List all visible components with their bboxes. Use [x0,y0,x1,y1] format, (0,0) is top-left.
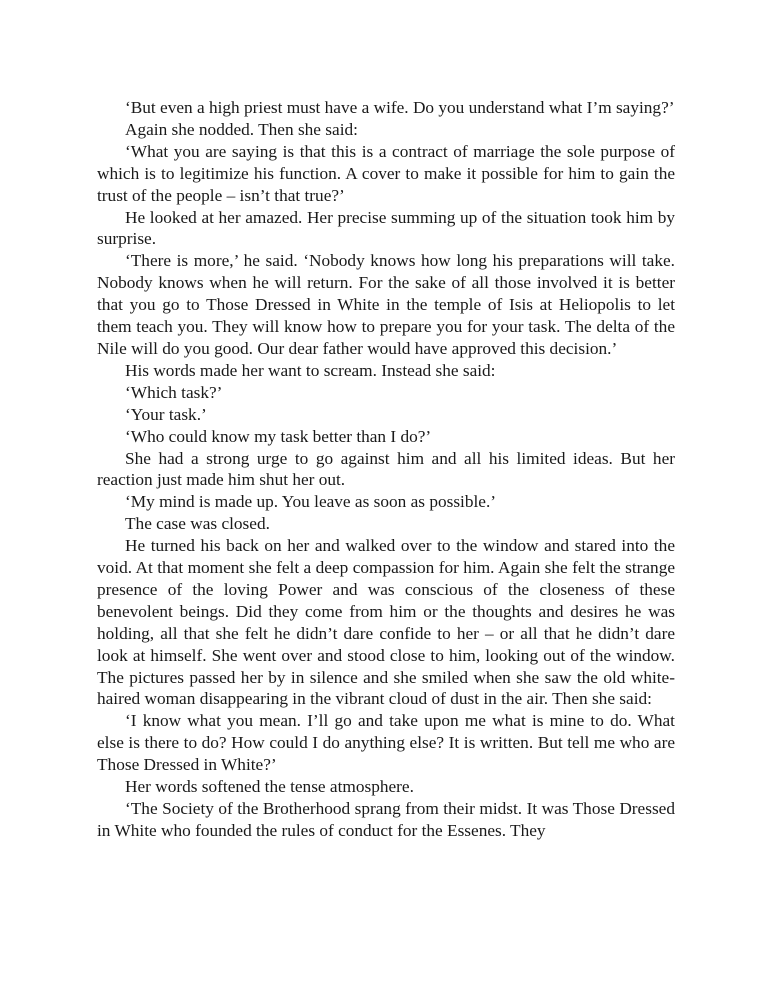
paragraph-16: ‘The Society of the Brotherhood sprang from their midst. It was Those Dressed in White who founded the rules of conduct for the Essenes. They [97,799,675,840]
paragraph-13: He turned his back on her and walked over to the window and stared into the void. At that moment she felt a deep compassion for him. Again she felt the strange presence of the loving Power and was conscious of the closeness of these benevolent beings. Did they come from him or the thoughts and desires he was holding, all that she felt he didn’t dare confide to her – or all that he didn’t dare look at himself. She went over and stood close to him, looking out of the window. The pictures passed her by in silence and she smiled when she saw the old white-haired woman disappearing in the vibrant cloud of dust in the air. Then she said: [97,536,675,709]
paragraph-6: His words made her want to scream. Instead she said: [125,360,496,380]
paragraph-2: Again she nodded. Then she said: [125,119,358,139]
paragraph-8: ‘Your task.’ [125,404,207,424]
paragraph-7: ‘Which task?’ [125,382,223,402]
paragraph-9: ‘Who could know my task better than I do?’ [125,426,432,446]
paragraph-4: He looked at her amazed. Her precise summing up of the situation took him by surprise. [97,207,675,249]
paragraph-5: ‘There is more,’ he said. ‘Nobody knows how long his preparations will take. Nobody knows when he will return. For the sake of all those involved it is better that you go to Those Dressed in White in the temple of Isis at Heliopolis to let them teach you. They will know how to prepare you for your task. The delta of the Nile will do you good. Our dear father would have approved this decision.’ [97,251,675,358]
paragraph-1: ‘But even a high priest must have a wife. Do you understand what I’m saying?’ [125,98,675,117]
paragraph-10: She had a strong urge to go against him and all his limited ideas. But her reaction just made him shut her out. [97,448,675,490]
paragraph-11: ‘My mind is made up. You leave as soon as possible.’ [125,492,497,512]
paragraph-15: Her words softened the tense atmosphere. [125,777,414,797]
paragraph-12: The case was closed. [125,514,270,534]
paragraph-3: ‘What you are saying is that this is a contract of marriage the sole purpose of which is to legitimize his function. A cover to make it possible for him to gain the trust of the people – isn’t that true?’ [97,141,675,205]
paragraph-14: ‘I know what you mean. I’ll go and take upon me what is mine to do. What else is there to do? How could I do anything else? It is written. But tell me who are Those Dressed in White?’ [97,711,675,775]
page-text [97,97,675,842]
